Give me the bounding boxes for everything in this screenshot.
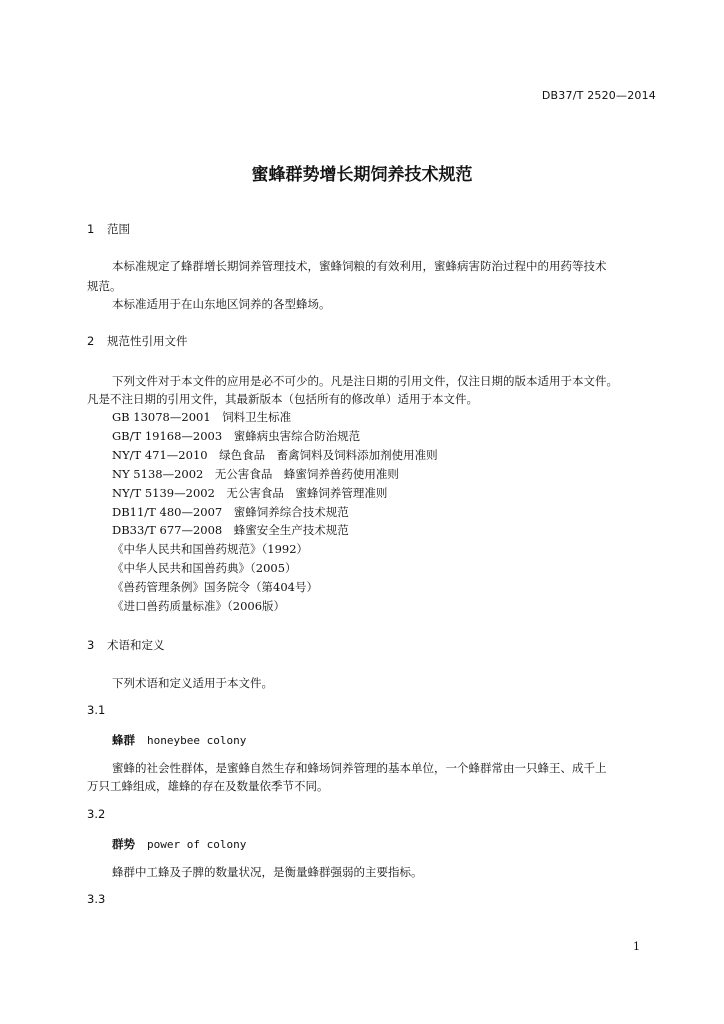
term-english: honeybee colony bbox=[147, 734, 247, 747]
reference-item: 《中华人民共和国兽药典》（2005） bbox=[112, 561, 297, 575]
section-3-number: 3 bbox=[87, 638, 95, 652]
term-number: 3.3 bbox=[87, 892, 106, 906]
section-2-number: 2 bbox=[87, 334, 95, 348]
reference-item: 《兽药管理条例》国务院令（第404号） bbox=[112, 580, 318, 594]
section-1-paragraph-1: 本标准规定了蜂群增长期饲养管理技术，蜜蜂饲粮的有效利用，蜜蜂病害防治过程中的用药等技术 bbox=[112, 259, 607, 273]
section-2-heading bbox=[87, 333, 188, 349]
term-heading bbox=[112, 836, 246, 852]
section-3-intro: 下列术语和定义适用于本文件。 bbox=[112, 676, 273, 690]
section-1-heading bbox=[87, 221, 130, 237]
page-number: 1 bbox=[633, 940, 640, 953]
term-heading bbox=[112, 732, 246, 748]
term-definition-line-1: 蜂群中工蜂及子脾的数量状况，是衡量蜂群强弱的主要指标。 bbox=[112, 865, 423, 879]
reference-item: 《中华人民共和国兽药规范》（1992） bbox=[112, 542, 309, 556]
section-1-paragraph-1-cont: 规范。 bbox=[87, 279, 122, 293]
reference-item: NY/T 471—2010 绿色食品 畜禽饲料及饲料添加剂使用准则 bbox=[112, 448, 438, 462]
section-2-intro-line-2: 凡是不注日期的引用文件，其最新版本（包括所有的修改单）适用于本文件。 bbox=[87, 392, 478, 406]
term-number: 3.1 bbox=[87, 703, 106, 717]
section-1-title: 范围 bbox=[107, 222, 130, 236]
section-1-paragraph-2: 本标准适用于在山东地区饲养的各型蜂场。 bbox=[112, 297, 331, 311]
standard-code-header: DB37/T 2520—2014 bbox=[541, 89, 656, 102]
section-3-heading bbox=[87, 637, 165, 653]
reference-item: GB 13078—2001 饲料卫生标准 bbox=[112, 410, 292, 424]
section-2-title: 规范性引用文件 bbox=[107, 334, 188, 348]
reference-item: 《进口兽药质量标准》（2006版） bbox=[112, 599, 286, 613]
term-number: 3.2 bbox=[87, 807, 106, 821]
reference-item: GB/T 19168—2003 蜜蜂病虫害综合防治规范 bbox=[112, 429, 361, 443]
term-definition-line-1: 蜜蜂的社会性群体，是蜜蜂自然生存和蜂场饲养管理的基本单位，一个蜂群常由一只蜂王、成千上 bbox=[112, 761, 607, 775]
section-2-intro-line-1: 下列文件对于本文件的应用是必不可少的。凡是注日期的引用文件，仅注日期的版本适用于本文件。 bbox=[112, 374, 618, 388]
reference-item: NY 5138—2002 无公害食品 蜂蜜饲养兽药使用准则 bbox=[112, 467, 399, 481]
term-chinese: 蜂群 bbox=[112, 733, 135, 747]
reference-item: NY/T 5139—2002 无公害食品 蜜蜂饲养管理准则 bbox=[112, 486, 388, 500]
document-title: 蜜蜂群势增长期饲养技术规范 bbox=[251, 165, 473, 185]
reference-item: DB11/T 480—2007 蜜蜂饲养综合技术规范 bbox=[112, 505, 349, 519]
term-english: power of colony bbox=[147, 838, 247, 851]
term-definition-line-2: 万只工蜂组成，雄蜂的存在及数量依季节不同。 bbox=[87, 779, 329, 793]
section-3-title: 术语和定义 bbox=[107, 638, 165, 652]
term-chinese: 群势 bbox=[112, 837, 135, 851]
section-1-number: 1 bbox=[87, 222, 95, 236]
reference-item: DB33/T 677—2008 蜂蜜安全生产技术规范 bbox=[112, 523, 349, 537]
